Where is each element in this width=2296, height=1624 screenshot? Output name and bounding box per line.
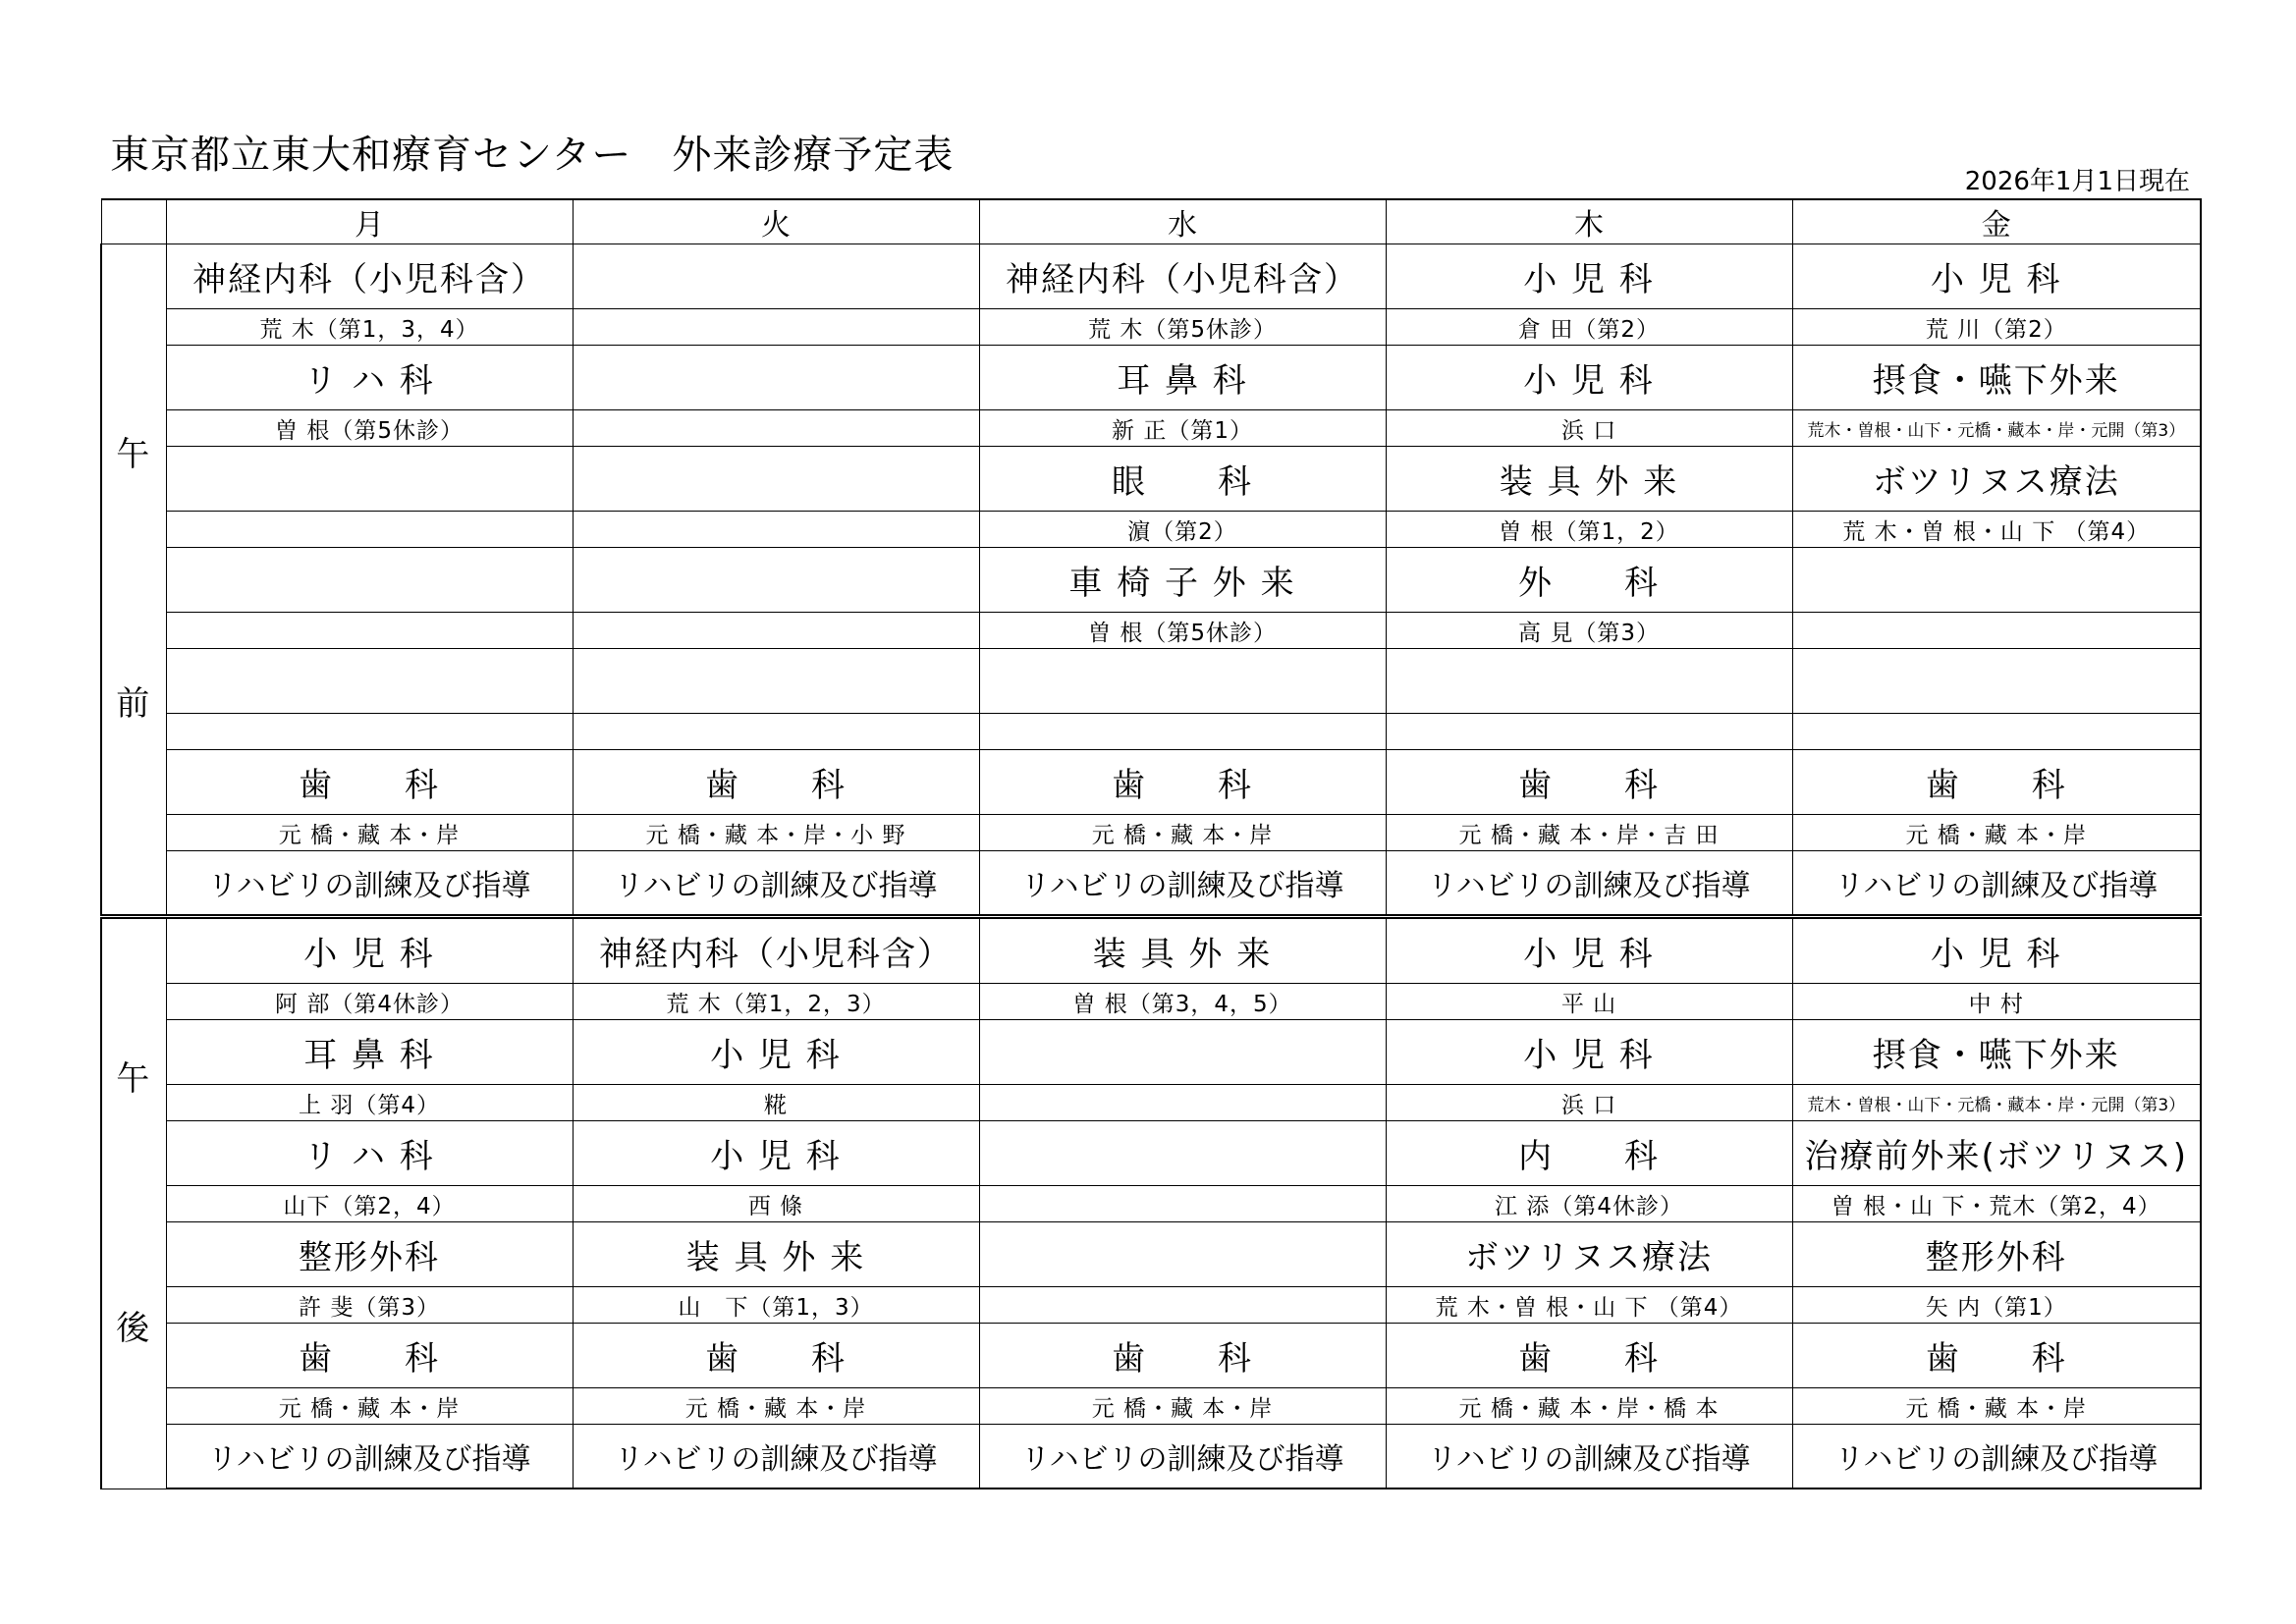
am-wed-doctor-cell: 新 正（第1）: [979, 410, 1386, 447]
am-fri-doctor-cell: 元 橋・藏 本・岸: [1792, 815, 2201, 851]
am-thu-doctor-cell: 浜 口: [1386, 410, 1792, 447]
am-r1-dept-row: [101, 244, 2201, 309]
am-mon-department-cell: [166, 447, 573, 512]
pm-thu-rehab-cell: リハビリの訓練及び指導: [1386, 1425, 1792, 1489]
am-tue-rehab-cell: リハビリの訓練及び指導: [573, 851, 979, 917]
pm-tue-department-cell: 小 児 科: [573, 1020, 979, 1085]
am-mon-doctor-cell: [166, 714, 573, 750]
pm-period-char: 午: [116, 1058, 152, 1099]
am-fri-doctor-cell: [1792, 613, 2201, 649]
pm-wed-department-cell: 装 具 外 来: [979, 917, 1386, 984]
pm-wed-rehab-cell: リハビリの訓練及び指導: [979, 1425, 1386, 1489]
am-wed-doctor-cell: 元 橋・藏 本・岸: [979, 815, 1386, 851]
am-thu-department-cell: 小 児 科: [1386, 244, 1792, 309]
am-mon-doctor-cell: 曽 根（第5休診）: [166, 410, 573, 447]
am-r3-doc-row: [101, 512, 2201, 548]
am-r4-doc-row: [101, 613, 2201, 649]
pm-rehab-row: [101, 1425, 2201, 1489]
pm-mon-department-cell: リ ハ 科: [166, 1121, 573, 1186]
am-tue-doctor-cell: [573, 512, 979, 548]
am-thu-doctor-cell: [1386, 714, 1792, 750]
am-r5-doc-row: [101, 714, 2201, 750]
am-mon-doctor-cell: [166, 512, 573, 548]
pm-thu-department-cell: 内 科: [1386, 1121, 1792, 1186]
pm-r4-dept-row: [101, 1222, 2201, 1287]
pm-r3-dept-row: [101, 1121, 2201, 1186]
pm-tue-doctor-cell: 西 條: [573, 1186, 979, 1222]
pm-thu-doctor-cell: 浜 口: [1386, 1085, 1792, 1121]
pm-fri-doctor-cell: 曽 根・山 下・荒木（第2，4）: [1792, 1186, 2201, 1222]
pm-tue-doctor-cell: 元 橋・藏 本・岸: [573, 1388, 979, 1425]
am-fri-department-cell: 小 児 科: [1792, 244, 2201, 309]
am-fri-doctor-cell: 荒 木・曽 根・山 下 （第4）: [1792, 512, 2201, 548]
am-wed-department-cell: [979, 649, 1386, 714]
am-fri-doctor-cell: 荒 川（第2）: [1792, 309, 2201, 346]
am-fri-department-cell: 歯 科: [1792, 750, 2201, 815]
pm-mon-doctor-cell: 阿 部（第4休診）: [166, 984, 573, 1020]
pm-tue-doctor-cell: 糀: [573, 1085, 979, 1121]
pm-fri-department-cell: 摂食・嚥下外来: [1792, 1020, 2201, 1085]
am-mon-doctor-cell: 元 橋・藏 本・岸: [166, 815, 573, 851]
am-fri-doctor-cell: [1792, 714, 2201, 750]
am-fri-department-cell: [1792, 649, 2201, 714]
schedule-table: [100, 198, 2202, 1489]
pm-tue-department-cell: 歯 科: [573, 1324, 979, 1388]
pm-fri-doctor-cell: 矢 内（第1）: [1792, 1287, 2201, 1324]
pm-tue-department-cell: 小 児 科: [573, 1121, 979, 1186]
am-r4-dept-row: [101, 548, 2201, 613]
pm-r5-dept-row: [101, 1324, 2201, 1388]
pm-thu-department-cell: 小 児 科: [1386, 1020, 1792, 1085]
pm-thu-doctor-cell: 江 添（第4休診）: [1386, 1186, 1792, 1222]
am-tue-department-cell: [573, 346, 979, 410]
pm-wed-doctor-cell: 元 橋・藏 本・岸: [979, 1388, 1386, 1425]
am-tue-department-cell: [573, 548, 979, 613]
pm-wed-doctor-cell: [979, 1085, 1386, 1121]
pm-wed-department-cell: [979, 1222, 1386, 1287]
header-corner: [101, 199, 166, 244]
pm-period-char: 後: [116, 1308, 152, 1348]
pm-fri-doctor-cell: 荒木・曽根・山下・元橋・藏本・岸・元開（第3）: [1792, 1085, 2201, 1121]
am-fri-department-cell: 摂食・嚥下外来: [1792, 346, 2201, 410]
am-tue-department-cell: [573, 447, 979, 512]
am-tue-doctor-cell: [573, 309, 979, 346]
am-tue-doctor-cell: [573, 410, 979, 447]
pm-thu-department-cell: 小 児 科: [1386, 917, 1792, 984]
am-period-char: 前: [116, 684, 152, 724]
am-tue-doctor-cell: [573, 613, 979, 649]
pm-mon-department-cell: 耳 鼻 科: [166, 1020, 573, 1085]
am-thu-department-cell: 歯 科: [1386, 750, 1792, 815]
pm-r1-doc-row: [101, 984, 2201, 1020]
am-thu-doctor-cell: 元 橋・藏 本・岸・吉 田: [1386, 815, 1792, 851]
pm-mon-doctor-cell: 上 羽（第4）: [166, 1085, 573, 1121]
am-r2-doc-row: [101, 410, 2201, 447]
am-thu-department-cell: 小 児 科: [1386, 346, 1792, 410]
header-row: [101, 199, 2201, 244]
pm-r2-doc-row: [101, 1085, 2201, 1121]
pm-fri-rehab-cell: リハビリの訓練及び指導: [1792, 1425, 2201, 1489]
am-wed-doctor-cell: 曽 根（第5休診）: [979, 613, 1386, 649]
pm-mon-doctor-cell: 山下（第2，4）: [166, 1186, 573, 1222]
pm-wed-department-cell: [979, 1020, 1386, 1085]
pm-fri-department-cell: 治療前外来(ボツリヌス): [1792, 1121, 2201, 1186]
pm-r5-doc-row: [101, 1388, 2201, 1425]
pm-thu-doctor-cell: 平 山: [1386, 984, 1792, 1020]
am-wed-department-cell: 歯 科: [979, 750, 1386, 815]
am-tue-department-cell: [573, 649, 979, 714]
am-r3-dept-row: [101, 447, 2201, 512]
am-thu-rehab-cell: リハビリの訓練及び指導: [1386, 851, 1792, 917]
pm-wed-department-cell: 歯 科: [979, 1324, 1386, 1388]
am-wed-rehab-cell: リハビリの訓練及び指導: [979, 851, 1386, 917]
pm-tue-department-cell: 装 具 外 来: [573, 1222, 979, 1287]
pm-fri-doctor-cell: 元 橋・藏 本・岸: [1792, 1388, 2201, 1425]
pm-r1-dept-row: [101, 917, 2201, 984]
am-wed-doctor-cell: [979, 714, 1386, 750]
am-mon-department-cell: [166, 548, 573, 613]
am-thu-doctor-cell: 倉 田（第2）: [1386, 309, 1792, 346]
pm-r2-dept-row: [101, 1020, 2201, 1085]
am-mon-department-cell: リ ハ 科: [166, 346, 573, 410]
am-fri-department-cell: ボツリヌス療法: [1792, 447, 2201, 512]
page-title: 東京都立東大和療育センター 外来診療予定表: [110, 133, 955, 178]
am-r6-dept-row: [101, 750, 2201, 815]
am-wed-doctor-cell: 荒 木（第5休診）: [979, 309, 1386, 346]
pm-r3-doc-row: [101, 1186, 2201, 1222]
day-header-thu: 木: [1386, 199, 1792, 244]
pm-wed-doctor-cell: [979, 1186, 1386, 1222]
am-fri-department-cell: [1792, 548, 2201, 613]
pm-fri-department-cell: 小 児 科: [1792, 917, 2201, 984]
am-fri-doctor-cell: 荒木・曽根・山下・元橋・藏本・岸・元開（第3）: [1792, 410, 2201, 447]
am-mon-rehab-cell: リハビリの訓練及び指導: [166, 851, 573, 917]
am-mon-doctor-cell: [166, 613, 573, 649]
day-header-tue: 火: [573, 199, 979, 244]
pm-fri-doctor-cell: 中 村: [1792, 984, 2201, 1020]
pm-thu-doctor-cell: 荒 木・曽 根・山 下 （第4）: [1386, 1287, 1792, 1324]
pm-tue-department-cell: 神経内科（小児科含）: [573, 917, 979, 984]
pm-mon-department-cell: 歯 科: [166, 1324, 573, 1388]
am-tue-doctor-cell: 元 橋・藏 本・岸・小 野: [573, 815, 979, 851]
pm-tue-rehab-cell: リハビリの訓練及び指導: [573, 1425, 979, 1489]
am-rehab-row: [101, 851, 2201, 917]
am-period-label: [101, 244, 166, 917]
am-r5-dept-row: [101, 649, 2201, 714]
am-thu-department-cell: [1386, 649, 1792, 714]
am-fri-rehab-cell: リハビリの訓練及び指導: [1792, 851, 2201, 917]
am-tue-department-cell: 歯 科: [573, 750, 979, 815]
pm-mon-doctor-cell: 元 橋・藏 本・岸: [166, 1388, 573, 1425]
am-mon-department-cell: 歯 科: [166, 750, 573, 815]
am-wed-doctor-cell: 濵（第2）: [979, 512, 1386, 548]
am-r1-doc-row: [101, 309, 2201, 346]
pm-fri-department-cell: 歯 科: [1792, 1324, 2201, 1388]
am-tue-department-cell: [573, 244, 979, 309]
day-header-wed: 水: [979, 199, 1386, 244]
pm-mon-department-cell: 整形外科: [166, 1222, 573, 1287]
am-wed-department-cell: 車 椅 子 外 来: [979, 548, 1386, 613]
am-wed-department-cell: 眼 科: [979, 447, 1386, 512]
pm-mon-department-cell: 小 児 科: [166, 917, 573, 984]
am-mon-department-cell: [166, 649, 573, 714]
pm-r4-doc-row: [101, 1287, 2201, 1324]
pm-wed-doctor-cell: 曽 根（第3，4，5）: [979, 984, 1386, 1020]
pm-wed-department-cell: [979, 1121, 1386, 1186]
pm-thu-department-cell: 歯 科: [1386, 1324, 1792, 1388]
am-period-char: 午: [116, 435, 152, 474]
am-r2-dept-row: [101, 346, 2201, 410]
pm-mon-rehab-cell: リハビリの訓練及び指導: [166, 1425, 573, 1489]
pm-mon-doctor-cell: 許 斐（第3）: [166, 1287, 573, 1324]
pm-wed-doctor-cell: [979, 1287, 1386, 1324]
am-r6-doc-row: [101, 815, 2201, 851]
pm-fri-department-cell: 整形外科: [1792, 1222, 2201, 1287]
day-header-mon: 月: [166, 199, 573, 244]
am-wed-department-cell: 耳 鼻 科: [979, 346, 1386, 410]
am-thu-department-cell: 装 具 外 来: [1386, 447, 1792, 512]
am-tue-doctor-cell: [573, 714, 979, 750]
day-header-fri: 金: [1792, 199, 2201, 244]
am-thu-doctor-cell: 高 見（第3）: [1386, 613, 1792, 649]
pm-thu-doctor-cell: 元 橋・藏 本・岸・橋 本: [1386, 1388, 1792, 1425]
am-thu-doctor-cell: 曽 根（第1，2）: [1386, 512, 1792, 548]
am-thu-department-cell: 外 科: [1386, 548, 1792, 613]
am-mon-department-cell: 神経内科（小児科含）: [166, 244, 573, 309]
pm-period-label: [101, 917, 166, 1489]
pm-tue-doctor-cell: 山 下（第1，3）: [573, 1287, 979, 1324]
as-of-date: 2026年1月1日現在: [1964, 167, 2190, 196]
pm-tue-doctor-cell: 荒 木（第1，2，3）: [573, 984, 979, 1020]
pm-thu-department-cell: ボツリヌス療法: [1386, 1222, 1792, 1287]
am-wed-department-cell: 神経内科（小児科含）: [979, 244, 1386, 309]
am-mon-doctor-cell: 荒 木（第1，3，4）: [166, 309, 573, 346]
